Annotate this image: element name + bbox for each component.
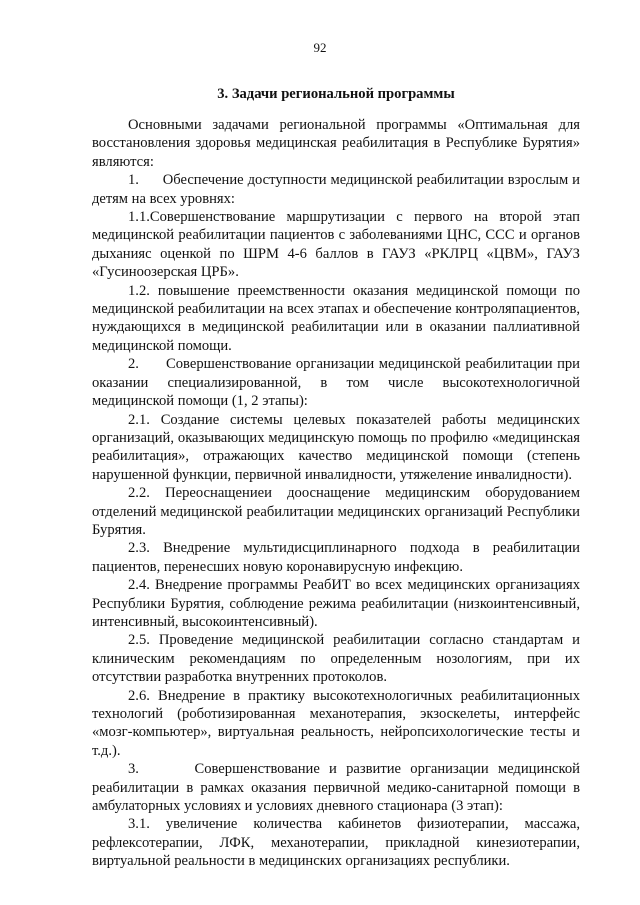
task-3-1-paragraph: 3.1. увеличение количества кабинетов физиотерапии, массажа, рефлексотерапии, ЛФК, механотерапии, прикладной кинезиотерапии, виртуальной реальности в медицинских организациях республики. bbox=[92, 816, 580, 870]
task-2-5-paragraph: 2.5. Проведение медицинской реабилитации согласно стандартам и клиническим рекомендациям по определенным нозологиям, при их отсутствии разработка внутренних протоколов. bbox=[92, 632, 580, 686]
document-body bbox=[92, 116, 580, 871]
task-2-1-paragraph: 2.1. Создание системы целевых показателей работы медицинских организаций, оказывающих медицинскую помощь по профилю «медицинская реабилитация», отражающих качество медицинской помощи (степень нарушенной функции, первичной инвалидности, утяжеление инвалидности). bbox=[92, 411, 580, 483]
task-2-2-paragraph: 2.2. Переоснащениеи дооснащение медицинским оборудованием отделений медицинской реабилитации медицинских организаций Республики Бурятия. bbox=[92, 485, 580, 538]
section-title: 3. Задачи региональной программы bbox=[217, 86, 455, 102]
page-number: 92 bbox=[313, 40, 327, 55]
intro-paragraph: Основными задачами региональной программы «Оптимальная для восстановления здоровья медицинская реабилитация в Республике Бурятия» являются: bbox=[92, 117, 580, 170]
task-3-paragraph: 3. Совершенствование и развитие организации медицинской реабилитации в рамках оказания первичной медико-санитарной помощи в амбулаторных условиях и условиях дневного стационара (3 этап): bbox=[92, 761, 580, 815]
task-2-6-paragraph: 2.6. Внедрение в практику высокотехнологичных реабилитационных технологий (роботизированная механотерапия, экзоскелеты, интерфейс «мозг-компьютер», виртуальная реальность, нейропсихологические тесты и т.д.). bbox=[92, 687, 580, 759]
task-2-3-paragraph: 2.3. Внедрение мультидисциплинарного подхода в реабилитации пациентов, перенесших новую коронавирусную инфекцию. bbox=[92, 540, 580, 575]
task-2-4-paragraph: 2.4. Внедрение программы РеабИТ во всех медицинских организациях Республики Бурятия, соблюдение режима реабилитации (низкоинтенсивный, интенсивный, высокоинтенсивный). bbox=[92, 577, 580, 630]
task-1-paragraph: 1. Обеспечение доступности медицинской реабилитации взрослым и детям на всех уровнях: bbox=[92, 172, 580, 207]
task-1-2-paragraph: 1.2. повышение преемственности оказания медицинской помощи по медицинской реабилитации на всех этапах и обеспечение контроляпациентов, нуждающихся в медицинской реабилитации или в оказании паллиативной медицинской помощи. bbox=[92, 282, 580, 354]
task-2-paragraph: 2. Совершенствование организации медицинской реабилитации при оказании специализированной, в том числе высокотехнологичной медицинской помощи (1, 2 этапы): bbox=[92, 356, 580, 410]
task-1-1-paragraph: 1.1.Совершенствование маршрутизации с первого на второй этап медицинской реабилитации пациентов с заболеваниями ЦНС, ССС и органов дыханияс оценкой по ШРМ 4-6 баллов в ГАУЗ «РКЛРЦ «ЦВМ», ГАУЗ «Гусиноозерская ЦРБ». bbox=[92, 209, 580, 281]
